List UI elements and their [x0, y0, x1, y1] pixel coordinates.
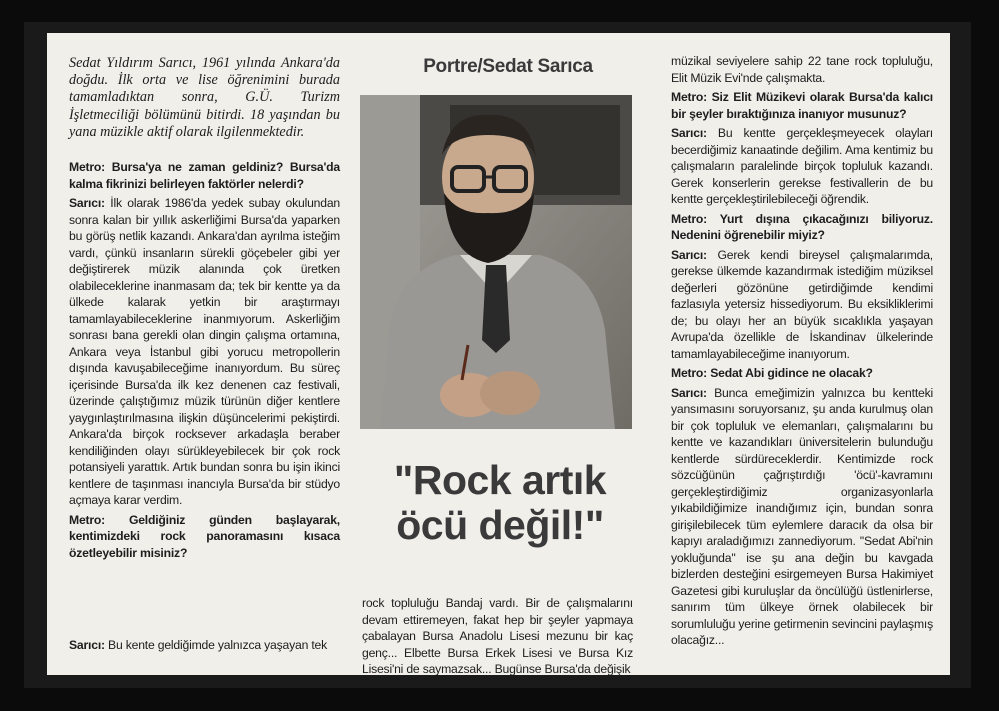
interview-answer — [671, 385, 933, 649]
interview-question: Metro: Bursa'ya ne zaman geldiniz? Bursa'da kalma fikrinizi belirleyen faktörler nelerdi? — [69, 160, 340, 191]
answer-text: Gerek kendi bireysel çalışmalarımda, gerekse ülkemde kazandırmak istediğim müziksel değerleri gözönüne getirdiğimde kendimi fazlasıyla yetersiz hissediyorum. Bu eksikliklerimi de; bu olayı her an büyük sıcaklıkla yaşayan Avrupa'da özellikle de İskandinav ülkelerinde tamamlayabileceğime inanıyorum. — [671, 247, 933, 361]
portrait-photo — [360, 95, 632, 429]
answer-label: Sarıcı: — [671, 126, 707, 140]
answer-label: Sarıcı: — [671, 247, 707, 262]
interview-answer — [671, 125, 933, 208]
answer-text: Bu kente geldiğimde yalnızca yaşayan tek — [104, 638, 328, 652]
headline-line-2: öcü değil!" — [396, 502, 604, 548]
interview-question: Metro: Siz Elit Müzikevi olarak Bursa'da kalıcı bir şeyler bıraktığınıza inanıyor musunuz? — [671, 90, 933, 121]
portrait-illustration — [360, 95, 632, 429]
answer-label: Sarıcı: — [671, 385, 707, 400]
interview-question: Metro: Sedat Abi gidince ne olacak? — [671, 366, 873, 380]
intro-paragraph: Sedat Yıldırım Sarıcı, 1961 yılında Ankara'da doğdu. İlk orta ve lise öğrenimini burada tamamladıktan sonra, G.Ü. Turizm İşletmeciliği bölümünü bitirdi. 18 yaşından bu yana müzikle aktif olarak ilgilenmektedir. — [69, 55, 340, 140]
headline-line-1: "Rock artık — [393, 457, 607, 503]
answer-label: Sarıcı: — [69, 196, 105, 211]
column-middle-body: rock topluluğu Bandaj vardı. Bir de çalışmalarını devam ettiremeyen, fakat hep bir şeyler yapmaya çabalayan Bursa Anadolu Lisesi mezunu bir kaç genç... Elbette Bursa Erkek Lisesi ve Bursa Kız Lisesi'ni de saymazsak... Bugünse Bursa'da değişik — [362, 596, 633, 676]
interview-answer — [69, 195, 340, 509]
body-paragraph: müzikal seviyelere sahip 22 tane rock topluluğu, Elit Müzik Evi'nde çalışmakta. — [671, 54, 933, 85]
column-left — [69, 55, 340, 564]
answer-text: Bunca emeğimizin yalnızca bu kentteki yansımasını soruyorsanız, şu anda kurulmuş olan bir çok topluluk ve elemanları, çalışmalarını bu kentte ve kazandıkları üniversitelerin bulunduğu kentlerde sürdüreceklerdir. Kentimizde rock sözcüğünün çağrıştırdığı 'öcü'-kavramını gerçekleştirdiğimiz organizasyonlarla yıkabildiğimize inandığımız için, bundan sonra girişilebilecek tüm eylemlere daracık da olsa bir kapıyı araladığımızı zannediyorum. ''Sedat Abi'nin yokluğunda'' ise şu ana değin bu kavgada bizlerden desteğini esirgemeyen Bursa Hakimiyet Gazetesi gibi kuruluşlar da öncülüğü üstlenirlerse, sanırım tüm ülkeye örnek olabilecek bir sorumluluğu yerine getirmenin sevincini paylaşmış olacağız... — [671, 385, 933, 647]
answer-text: Bu kentte gerçekleşmeyecek olayları becerdiğimiz kanaatinde değilim. Ama kentimiz bu çalışmaların paralelinde birçok topluluk kazandı. Gerek konserlerin gerekse festivallerin de bu kentte gerçekleştirilebileceği öğrendik. — [671, 126, 933, 206]
column-right — [671, 53, 933, 652]
newspaper-page — [47, 33, 950, 675]
answer-text: İlk olarak 1986'da yedek subay okulundan sonra kalan bir yıllık askerliğimi Bursa'da yaparken bu görüş netlik kazandı. Ankara'dan ayrılma isteğim vardı, çünkü insanların sürekli göçebeler gibi yer değiştirerek müzik alanında çok üretken olabileceklerine inanmasam da; tek bir kentte ya da ülkede kalarak yetkin bir araştırmayı tamamlayabileceklerine inanmıyorum. Askerliğim sonrası bana gerekli olan dingin çalışma ortamına, Ankara veya İstanbul gibi yorucu metropollerin dışında kavuşabileceğime inanıyordum. Bu süreç içerisinde Bursa'da ilk kez denenen caz festivali, üzerinde çalıştığımız müzik türünün diğer kentlere yaygınlaştırılmasına ilişkin düşüncelerimi pekiştirdi. Ankara'da birçok rocksever arkadaşla beraber kendiliğinden olayı sürükleyebilecek bir çok rock potansiyeli yarattık. Artık bundan sonra bu işin ikinci kentlere de taşınması inancıyla Bursa'da bir stüdyo açmaya karar verdim. — [69, 196, 340, 508]
byline: Portre/Sedat Sarıca — [423, 56, 593, 77]
interview-question: Metro: Geldiğiniz günden başlayarak, kentimizdeki rock panoramasını kısaca özetleyebilir misiniz? — [69, 512, 340, 560]
headline — [365, 458, 635, 548]
answer-label: Sarıcı: — [69, 638, 105, 652]
interview-question: Metro: Yurt dışına çıkacağınızı biliyoruz. Nedenini öğrenebilir miyiz? — [671, 211, 933, 242]
column-right-body — [671, 53, 933, 649]
interview-answer — [671, 247, 933, 363]
column-left-end — [69, 637, 340, 654]
column-left-body — [69, 159, 340, 561]
